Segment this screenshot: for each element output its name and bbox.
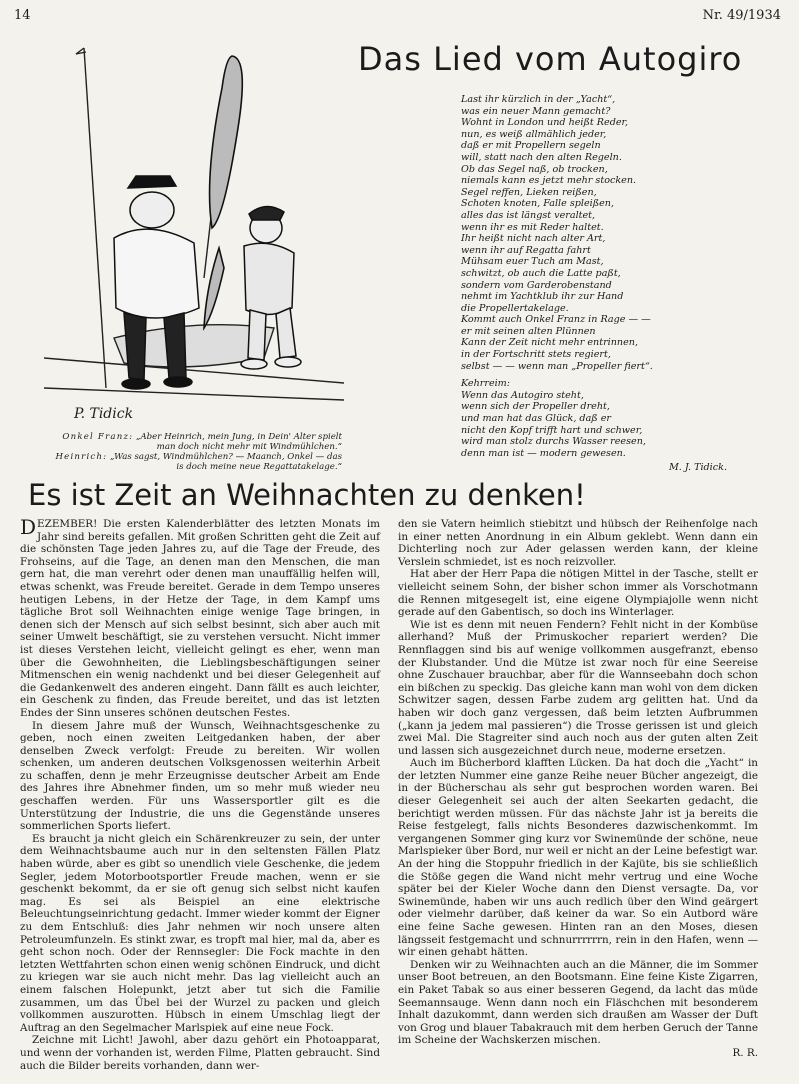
article-signature: R. R. [732,1046,758,1059]
poem-line: schwitzt, ob auch die Latte paßt, [461,267,621,279]
mast-left [84,48,106,388]
refrain-label: Kehrreim: [461,378,511,390]
poem-line: Wohnt in London und heißt Reder, [461,117,629,129]
poem-line: selbst — — wenn man „Propeller fiert“. [461,360,653,372]
poem-line: will, statt nach den alten Regeln. [461,151,622,163]
caption-line-1: Onkel Franz: „Aber Heinrich, mein Jung, in Dein' Alter spielt man doch nicht mehr mit Windmühlchen.“ [62,432,342,452]
article-paragraph: DEZEMBER! Die ersten Kalenderblätter des letzten Monats im Jahr sind bereits gefallen. Mit großen Schritten geht die Zeit auf die schönsten Tage jeden Jahres zu, auf die Tage der Freude, des Frohseins, auf die Tage, an denen man den Menschen, die man gern hat, die man verehrt oder denen man unauffällig helfen will, etwas schenkt, was Freude bereitet. Gerade in dem Tempo unseres heutigen Lebens, in der Hetze der Tage, in dem Kampf ums tägliche Brot soll Weihnachten einige wenige Tage bringen, in denen sich der Mensch auf sich selbst besinnt, sich aber auch mit seiner Umwelt beschäftigt, sie zu verstehen versucht. Nicht immer ist dieses Verstehen leicht, vielleicht gelingt es eher, wenn man über die Gewohnheiten, die Lieblingsbeschäftigungen seiner Mitmenschen ein wenig nachdenkt und bei dieser Gelegenheit auf die Gedankenwelt des anderen eingeht. Dann fällt es auch leichter, ein Geschenk zu finden, das Freude bereitet, und das ist letzten Endes der Sinn unseres schönen deutschen Festes. [20,515,380,719]
poem-line: Ihr heißt nicht nach alter Art, [461,233,606,245]
caption-line-2: Heinrich: „Was sagst, Windmühlchen? — Maanch, Onkel — das is doch meine neue Regattatakelage.“ [55,452,342,472]
poem-line: sondern vom Garderobenstand [461,279,612,291]
poem-line: nehmt im Yachtklub ihr zur Hand [461,291,624,303]
article-paragraph: Denken wir zu Weihnachten auch an die Männer, die im Sommer unser Boot betreuen, an den Bootsmann. Eine feine Kiste Zigarren, ein Paket Tabak so aus einer besseren Gegend, da lacht das müde Seemannsauge. Wenn dann noch ein Fläschchen mit besonderem Inhalt dazukommt, dann werden sich draußen am Wasser der Duft von Grog und blauer Tabakrauch mit dem herben Geruch der Tanne im Scheine der Wachskerzen mischen. [398,958,758,1047]
artist-signature: P. Tidick [74,406,134,422]
poem-line: Kann der Zeit nicht mehr entrinnen, [461,337,638,349]
propeller [204,56,242,328]
poem-line: Mühsam euer Tuch am Mast, [461,256,604,268]
issue-number: Nr. 49/1934 [702,8,781,23]
drop-cap: D [20,515,37,539]
poem-verses [461,94,761,372]
poem-line: daß er mit Propellern segeln [461,140,601,152]
article-paragraph: Hat aber der Herr Papa die nötigen Mittel in der Tasche, stellt er vielleicht seinem Sohn, der bisher schon immer als Vorschotmann die Rennen mitgesegelt ist, eine eigene Olympiajolle wenn nicht gerade auf den Gabentisch, so doch ins Winterlager. [398,568,758,619]
cartoon-illustration [44,28,344,428]
poem-line: wenn ihr es mit Reder haltet. [461,221,604,233]
poem-line: in der Fortschritt stets regiert, [461,349,611,361]
poem-line: was ein neuer Mann gemacht? [461,105,611,117]
refrain-line: Wenn das Autogiro steht, [461,389,584,401]
article-paragraph: Auch im Bücherbord klafften Lücken. Da hat doch die „Yacht“ in der letzten Nummer eine ganze Reihe neuer Bücher angezeigt, die in der Bücherschau als sehr gut besprochen worden waren. Bei dieser Gelegenheit sei auch der alten Seekarten gedacht, die berichtigt werden müssen. Für das nächste Jahr ist ja bereits die Reise festgelegt, falls nichts Besonderes dazwischenkommt. Im vergangenen Sommer ging kurz vor Swinemünde der schöne, neue Marlspieker über Bord, nur weil er nicht an der Leine befestigt war. An der hing die Stoppuhr friedlich in der Kajüte, bis sie schließlich die Stöße gegen die Wand nicht mehr vertrug und eine Woche später bei der Kieler Woche dann den Dienst versagte. Da, vor Swinemünde, haben wir uns auch redlich über den Wind geärgert oder vielmehr darüber, daß keiner da war. So ein Autbord wäre eine feine Sache gewesen. Hinten ran an den Moses, diesen längsseit festgemacht und schnurrrrrrn, rein in den Hafen, wenn — wir einen gehabt hätten. [398,757,758,959]
poem-line: Last ihr kürzlich in der „Yacht“, [461,94,616,105]
article-paragraph: Es braucht ja nicht gleich ein Schärenkreuzer zu sein, der unter dem Weihnachtsbaume auch nur in den seltensten Fällen Platz haben würde, aber es gibt so unendlich viele Geschenke, die jedem Segler, jedem Motorbootsportler Freude machen, wenn er sie geschenkt bekommt, da er sie oft genug sich selbst nicht kaufen mag. Es sei als Beispiel an eine elektrische Beleuchtungseinrichtung gedacht. Immer wieder kommt der Eigner zu dem Entschluß: dies Jahr nehmen wir noch unsere alten Petroleumfunzeln. Es stinkt zwar, es tropft mal hier, mal da, aber es geht schon noch. Oder der Rennsegler: Die Fock machte in den letzten Wettfahrten schon einen wenig schönen Eindruck, und dicht zu kriegen war sie auch nicht mehr. Das lag vielleicht auch an einem falschen Holepunkt, jetzt aber tut sich die Familie zusammen, um das Übel bei der Wurzel zu packen und gleich vollkommen auszurotten. Hübsch in einem Umschlag liegt der Auftrag an den Segelmacher Marlspiek auf eine neue Fock. [20,832,380,1034]
poem-line: Segel reffen, Lieken reißen, [461,186,597,198]
refrain-line: wenn sich der Propeller dreht, [461,401,610,413]
refrain-line: und man hat das Glück, daß er [461,413,612,425]
article-title: Es ist Zeit an Weihnachten zu denken! [28,478,586,512]
poem-line: er mit seinen alten Plünnen [461,325,596,337]
poem-line: alles das ist längst veraltet, [461,209,596,221]
poem-author: M. J. Tidick. [668,462,727,474]
poem-title: Das Lied vom Autogiro [358,40,743,78]
article-paragraph: Zeichne mit Licht! Jawohl, aber dazu gehört ein Photoapparat, und wenn der vorhanden ist, werden Filme, Platten gebraucht. Sind auch die Bilder bereits vorhanden, dann wer- [20,1034,380,1072]
article-paragraph: den sie Vatern heimlich stiebitzt und hübsch der Reihenfolge nach in einer netten Anordnung in ein Album geklebt. Wenn dann ein Dichterling noch zur Ader gelassen werden kann, der kleine Verslein schmiedet, ist es noch reizvoller. [398,518,758,568]
page-number: 14 [14,8,31,23]
poem-line: Kommt auch Onkel Franz in Rage — — [461,314,651,326]
illustration-caption [52,432,342,472]
poem-line: die Propellertakelage. [461,302,569,314]
poem-line: niemals kann es jetzt mehr stocken. [461,175,637,187]
poem-line: Schoten knoten, Falle spleißen, [461,198,615,210]
article-paragraph: Wie ist es denn mit neuen Fendern? Fehlt nicht in der Kombüse allerhand? Muß der Primuskocher repariert werden? Die Rennflaggen sind bis auf wenige vollkommen ausgefranzt, ebenso der Klubstander. Und die Mütze ist zwar noch für eine Seereise ohne Zuschauer brauchbar, aber für die Wannseebahn doch schon ein bißchen zu speckig. Das gleiche kann man wohl von dem dicken Schwitzer sagen, dessen Farbe zudem arg gelitten hat. Und da haben wir doch ganz vergessen, daß beim letzten Aufbrummen („kann ja jedem mal passieren“) die Trosse gerissen ist und gleich zwei Mal. Die Stagreiter sind auch noch aus der guten alten Zeit und lassen sich ausgezeichnet durch neue, moderne ersetzen. [398,618,758,757]
poem [461,94,761,474]
article-column-left [20,515,380,1072]
poem-refrain [461,390,761,460]
article-paragraph: In diesem Jahre muß der Wunsch, Weihnachtsgeschenke zu geben, noch einen zweiten Leitgedanken haben, der aber denselben Zweck verfolgt: Freude zu bereiten. Wir wollen schenken, um anderen deutschen Volksgenossen weiterhin Arbeit zu schaffen, denn je mehr Erzeugnisse deutscher Arbeit am Ende des Jahres ihre Abnehmer finden, um so mehr muß wieder neu geschaffen werden. Für uns Wassersportler gilt es die Unterstützung der Industrie, die uns die Gegenstände unseres sommerlichen Sports liefert. [20,719,380,833]
refrain-line: denn man ist — modern gewesen. [461,447,626,459]
poem-line: wenn ihr auf Regatta fahrt [461,244,591,256]
refrain-line: nicht den Kopf trifft hart und schwer, [461,424,643,436]
refrain-line: wird man stolz durchs Wasser reesen, [461,436,646,448]
article-column-right [398,518,758,1060]
poem-line: Ob das Segel naß, ob trocken, [461,163,608,175]
heinrich-figure [241,206,301,369]
poem-line: nun, es weiß allmählich jeder, [461,128,607,140]
